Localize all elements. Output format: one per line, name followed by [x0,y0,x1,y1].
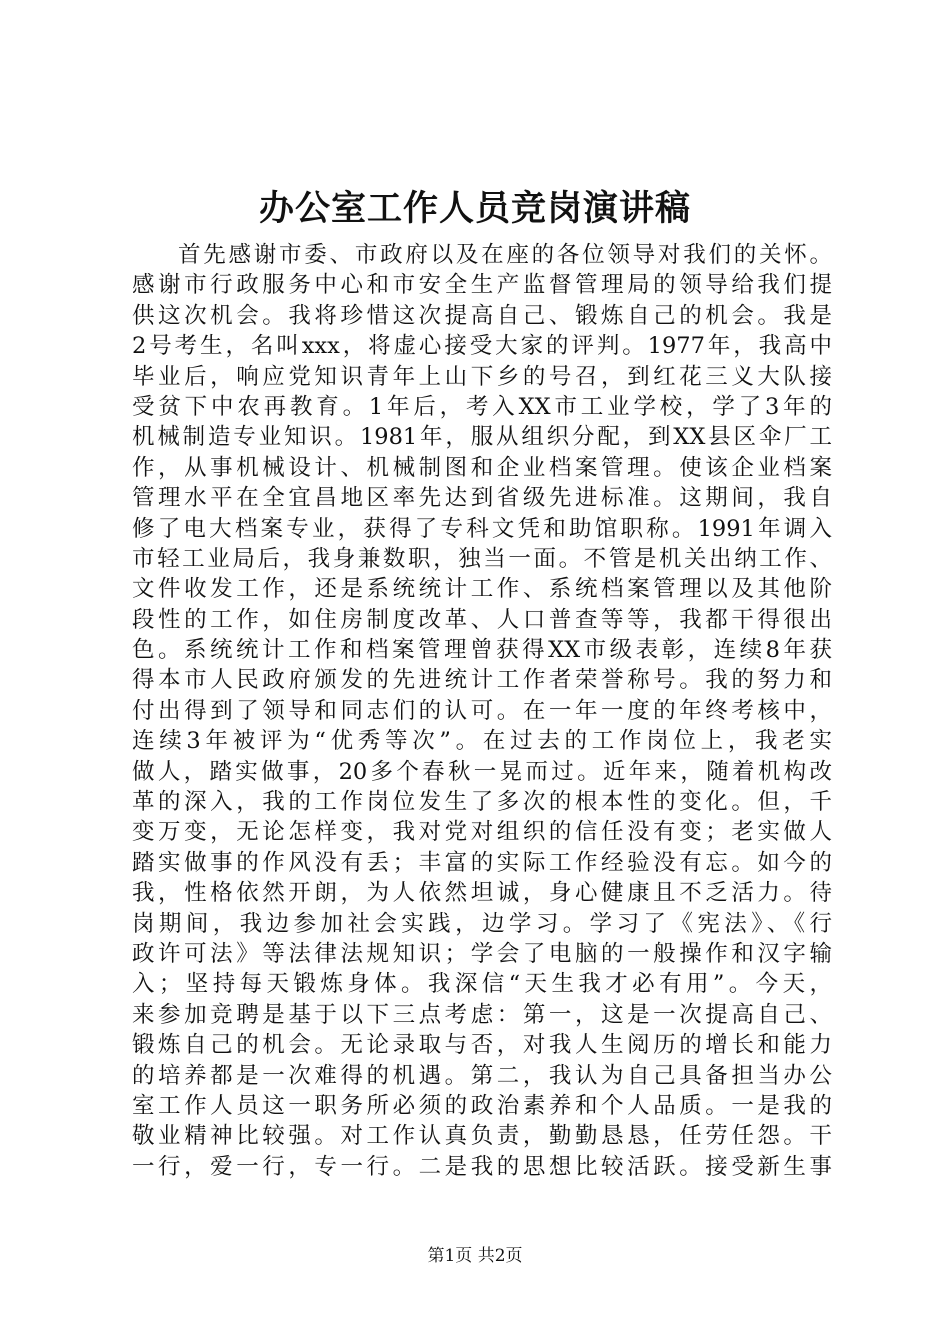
body-line: 得本市人民政府颁发的先进统计工作者荣誉称号。我的努力和 [132,667,832,694]
body-line: 一行，爱一行，专一行。二是我的思想比较活跃。接受新生事 [132,1153,832,1180]
body-line: 段性的工作，如住房制度改革、人口普查等等，我都干得很出 [132,606,832,633]
body-line: 岗期间，我边参加社会实践，边学习。学习了《宪法》、《行 [132,910,832,937]
body-line: 修了电大档案专业，获得了专科文凭和助馆职称。1991年调入 [132,515,832,542]
body-line: 毕业后，响应党知识青年上山下乡的号召，到红花三义大队接 [132,363,832,390]
body-line: 感谢市行政服务中心和市安全生产监督管理局的领导给我们提 [132,272,832,299]
body-line: 做人，踏实做事，20多个春秋一晃而过。近年来，随着机构改 [132,758,832,785]
body-line: 文件收发工作，还是系统统计工作、系统档案管理以及其他阶 [132,576,832,603]
document-body [132,240,832,1182]
body-line: 敬业精神比较强。对工作认真负责，勤勤恳恳，任劳任怨。干 [132,1123,832,1150]
body-line: 连续3年被评为“优秀等次”。在过去的工作岗位上，我老实 [132,728,832,755]
body-line: 2号考生，名叫xxx，将虚心接受大家的评判。1977年，我高中 [132,333,832,360]
body-line: 我，性格依然开朗，为人依然坦诚，身心健康且不乏活力。待 [132,880,832,907]
body-line: 变万变，无论怎样变，我对党对组织的信任没有变；老实做人 [132,819,832,846]
document-title: 办公室工作人员竞岗演讲稿 [258,188,691,229]
body-line: 机械制造专业知识。1981年，服从组织分配，到XX县区伞厂工 [132,424,832,451]
body-line: 来参加竞聘是基于以下三点考虑：第一，这是一次提高自己、 [132,1001,832,1028]
body-line: 付出得到了领导和同志们的认可。在一年一度的年终考核中， [132,697,832,724]
body-line: 的培养都是一次难得的机遇。第二，我认为自己具备担当办公 [132,1062,832,1089]
body-line: 首先感谢市委、市政府以及在座的各位领导对我们的关怀。 [178,242,832,268]
body-line: 锻炼自己的机会。无论录取与否，对我人生阅历的增长和能力 [132,1032,832,1059]
body-line: 色。系统统计工作和档案管理曾获得XX市级表彰，连续8年获 [132,637,832,664]
body-line: 室工作人员这一职务所必须的政治素养和个人品质。一是我的 [132,1092,832,1119]
body-line: 作，从事机械设计、机械制图和企业档案管理。使该企业档案 [132,454,832,481]
body-line: 市轻工业局后，我身兼数职，独当一面。不管是机关出纳工作、 [132,545,832,572]
body-line: 供这次机会。我将珍惜这次提高自己、锻炼自己的机会。我是 [132,302,832,329]
page-footer: 第1页 共2页 [427,1246,523,1266]
body-line: 革的深入，我的工作岗位发生了多次的根本性的变化。但，千 [132,789,832,816]
body-line: 管理水平在全宜昌地区率先达到省级先进标准。这期间，我自 [132,485,832,512]
body-line: 政许可法》等法律法规知识；学会了电脑的一般操作和汉字输 [132,940,832,967]
body-line: 受贫下中农再教育。1年后，考入XX市工业学校，学了3年的 [132,393,832,420]
body-line: 入；坚持每天锻炼身体。我深信“天生我才必有用”。今天， [132,971,832,998]
body-line: 踏实做事的作风没有丢；丰富的实际工作经验没有忘。如今的 [132,849,832,876]
